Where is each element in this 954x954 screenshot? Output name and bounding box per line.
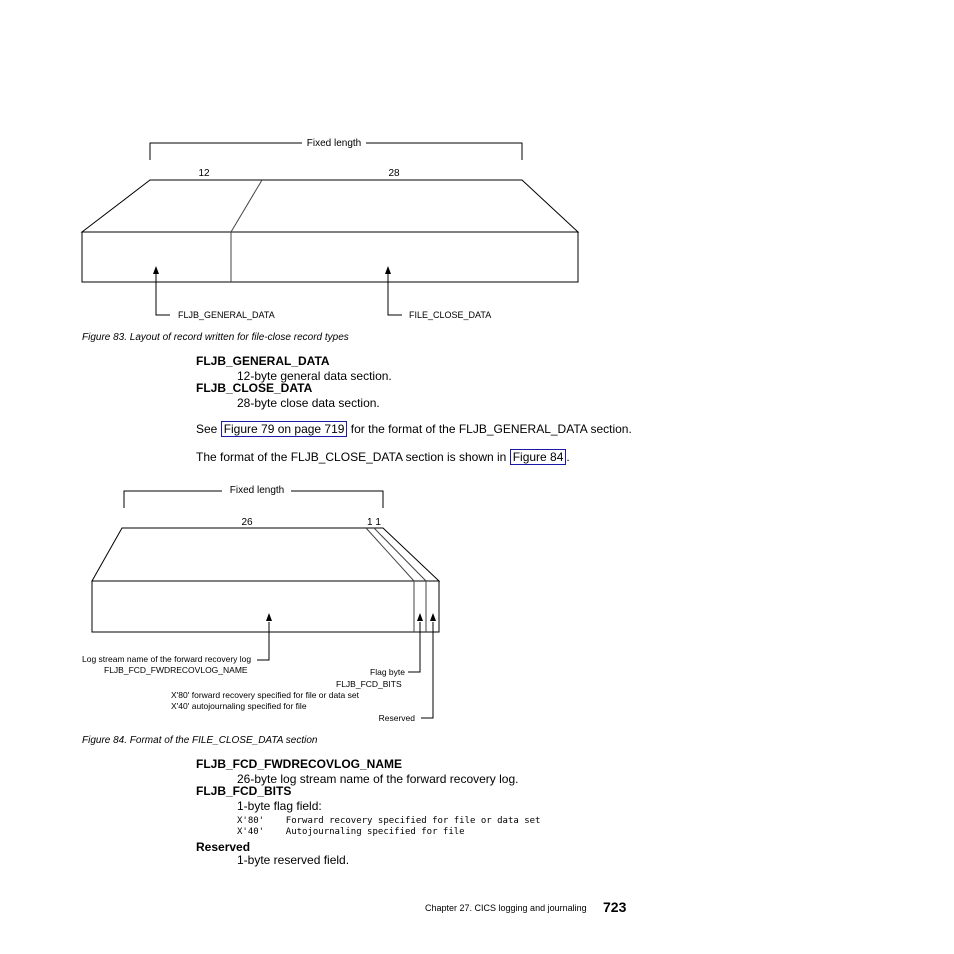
field-size-name: 26 bbox=[241, 517, 253, 528]
paragraph-format-close-data bbox=[196, 450, 570, 464]
record-format-box bbox=[92, 528, 439, 632]
field-size-general: 12 bbox=[198, 168, 210, 179]
figure-83-diagram bbox=[0, 0, 954, 330]
reserved-pointer bbox=[421, 613, 436, 718]
figure-83-caption: Figure 83. Layout of record written for file-close record types bbox=[82, 332, 349, 343]
label-x80-flag: X'80' forward recovery specified for file or data set bbox=[171, 690, 359, 700]
flag-code: X'80' bbox=[237, 816, 265, 826]
term-fljb-close-data: FLJB_CLOSE_DATA bbox=[196, 381, 313, 395]
flag-text: Forward recovery specified for file or data set bbox=[285, 816, 541, 826]
label-reserved: Reserved bbox=[378, 713, 415, 723]
label-logstream-name: Log stream name of the forward recovery log bbox=[82, 654, 252, 664]
label-fcd-bits: FLJB_FCD_BITS bbox=[336, 679, 402, 689]
desc-fljb-general-data: 12-byte general data section. bbox=[237, 369, 392, 383]
label-flag-byte: Flag byte bbox=[370, 667, 405, 677]
desc-fljb-close-data: 28-byte close data section. bbox=[237, 396, 380, 410]
desc-fwdrecovlog-name: 26-byte log stream name of the forward recovery log. bbox=[237, 772, 519, 786]
field-size-flags: 1 1 bbox=[367, 517, 381, 528]
record-layout-box bbox=[82, 180, 578, 282]
term-reserved: Reserved bbox=[196, 840, 251, 854]
figure-84-caption: Figure 84. Format of the FILE_CLOSE_DATA section bbox=[82, 735, 318, 746]
label-fljb-general-data: FLJB_GENERAL_DATA bbox=[178, 310, 275, 320]
flag-text: Autojournaling specified for file bbox=[285, 827, 465, 837]
flag-code-x80 bbox=[237, 816, 540, 826]
logstream-name-pointer bbox=[257, 613, 272, 660]
flag-code: X'40' bbox=[237, 827, 265, 837]
footer-chapter: Chapter 27. CICS logging and journaling bbox=[425, 903, 587, 913]
term-fcd-bits: FLJB_FCD_BITS bbox=[196, 784, 292, 798]
fixed-length-label: Fixed length bbox=[229, 485, 285, 496]
para1-before: See bbox=[196, 422, 221, 436]
label-file-close-data: FILE_CLOSE_DATA bbox=[409, 310, 492, 320]
term-fwdrecovlog-name: FLJB_FCD_FWDRECOVLOG_NAME bbox=[196, 757, 403, 771]
field-size-close: 28 bbox=[388, 168, 400, 179]
flag-byte-pointer bbox=[408, 613, 423, 672]
label-x40-flag: X'40' autojournaling specified for file bbox=[171, 701, 307, 711]
paragraph-see-figure-79 bbox=[196, 422, 632, 436]
term-fljb-general-data: FLJB_GENERAL_DATA bbox=[196, 354, 330, 368]
flag-code-x40 bbox=[237, 827, 465, 837]
para2-after: . bbox=[566, 450, 570, 464]
desc-reserved: 1-byte reserved field. bbox=[237, 853, 350, 867]
fixed-length-label: Fixed length bbox=[306, 138, 362, 149]
link-figure-79[interactable]: Figure 79 on page 719 bbox=[221, 421, 348, 437]
page-number: 723 bbox=[603, 899, 627, 915]
para2-before: The format of the FLJB_CLOSE_DATA section is shown in bbox=[196, 450, 510, 464]
figure-84-diagram bbox=[0, 480, 954, 740]
para1-after: for the format of the FLJB_GENERAL_DATA section. bbox=[347, 422, 632, 436]
desc-fcd-bits: 1-byte flag field: bbox=[237, 799, 322, 813]
general-data-pointer bbox=[153, 266, 170, 315]
label-fwdrecovlog-name: FLJB_FCD_FWDRECOVLOG_NAME bbox=[104, 665, 248, 675]
close-data-pointer bbox=[385, 266, 402, 315]
link-figure-84[interactable]: Figure 84 bbox=[510, 449, 567, 465]
